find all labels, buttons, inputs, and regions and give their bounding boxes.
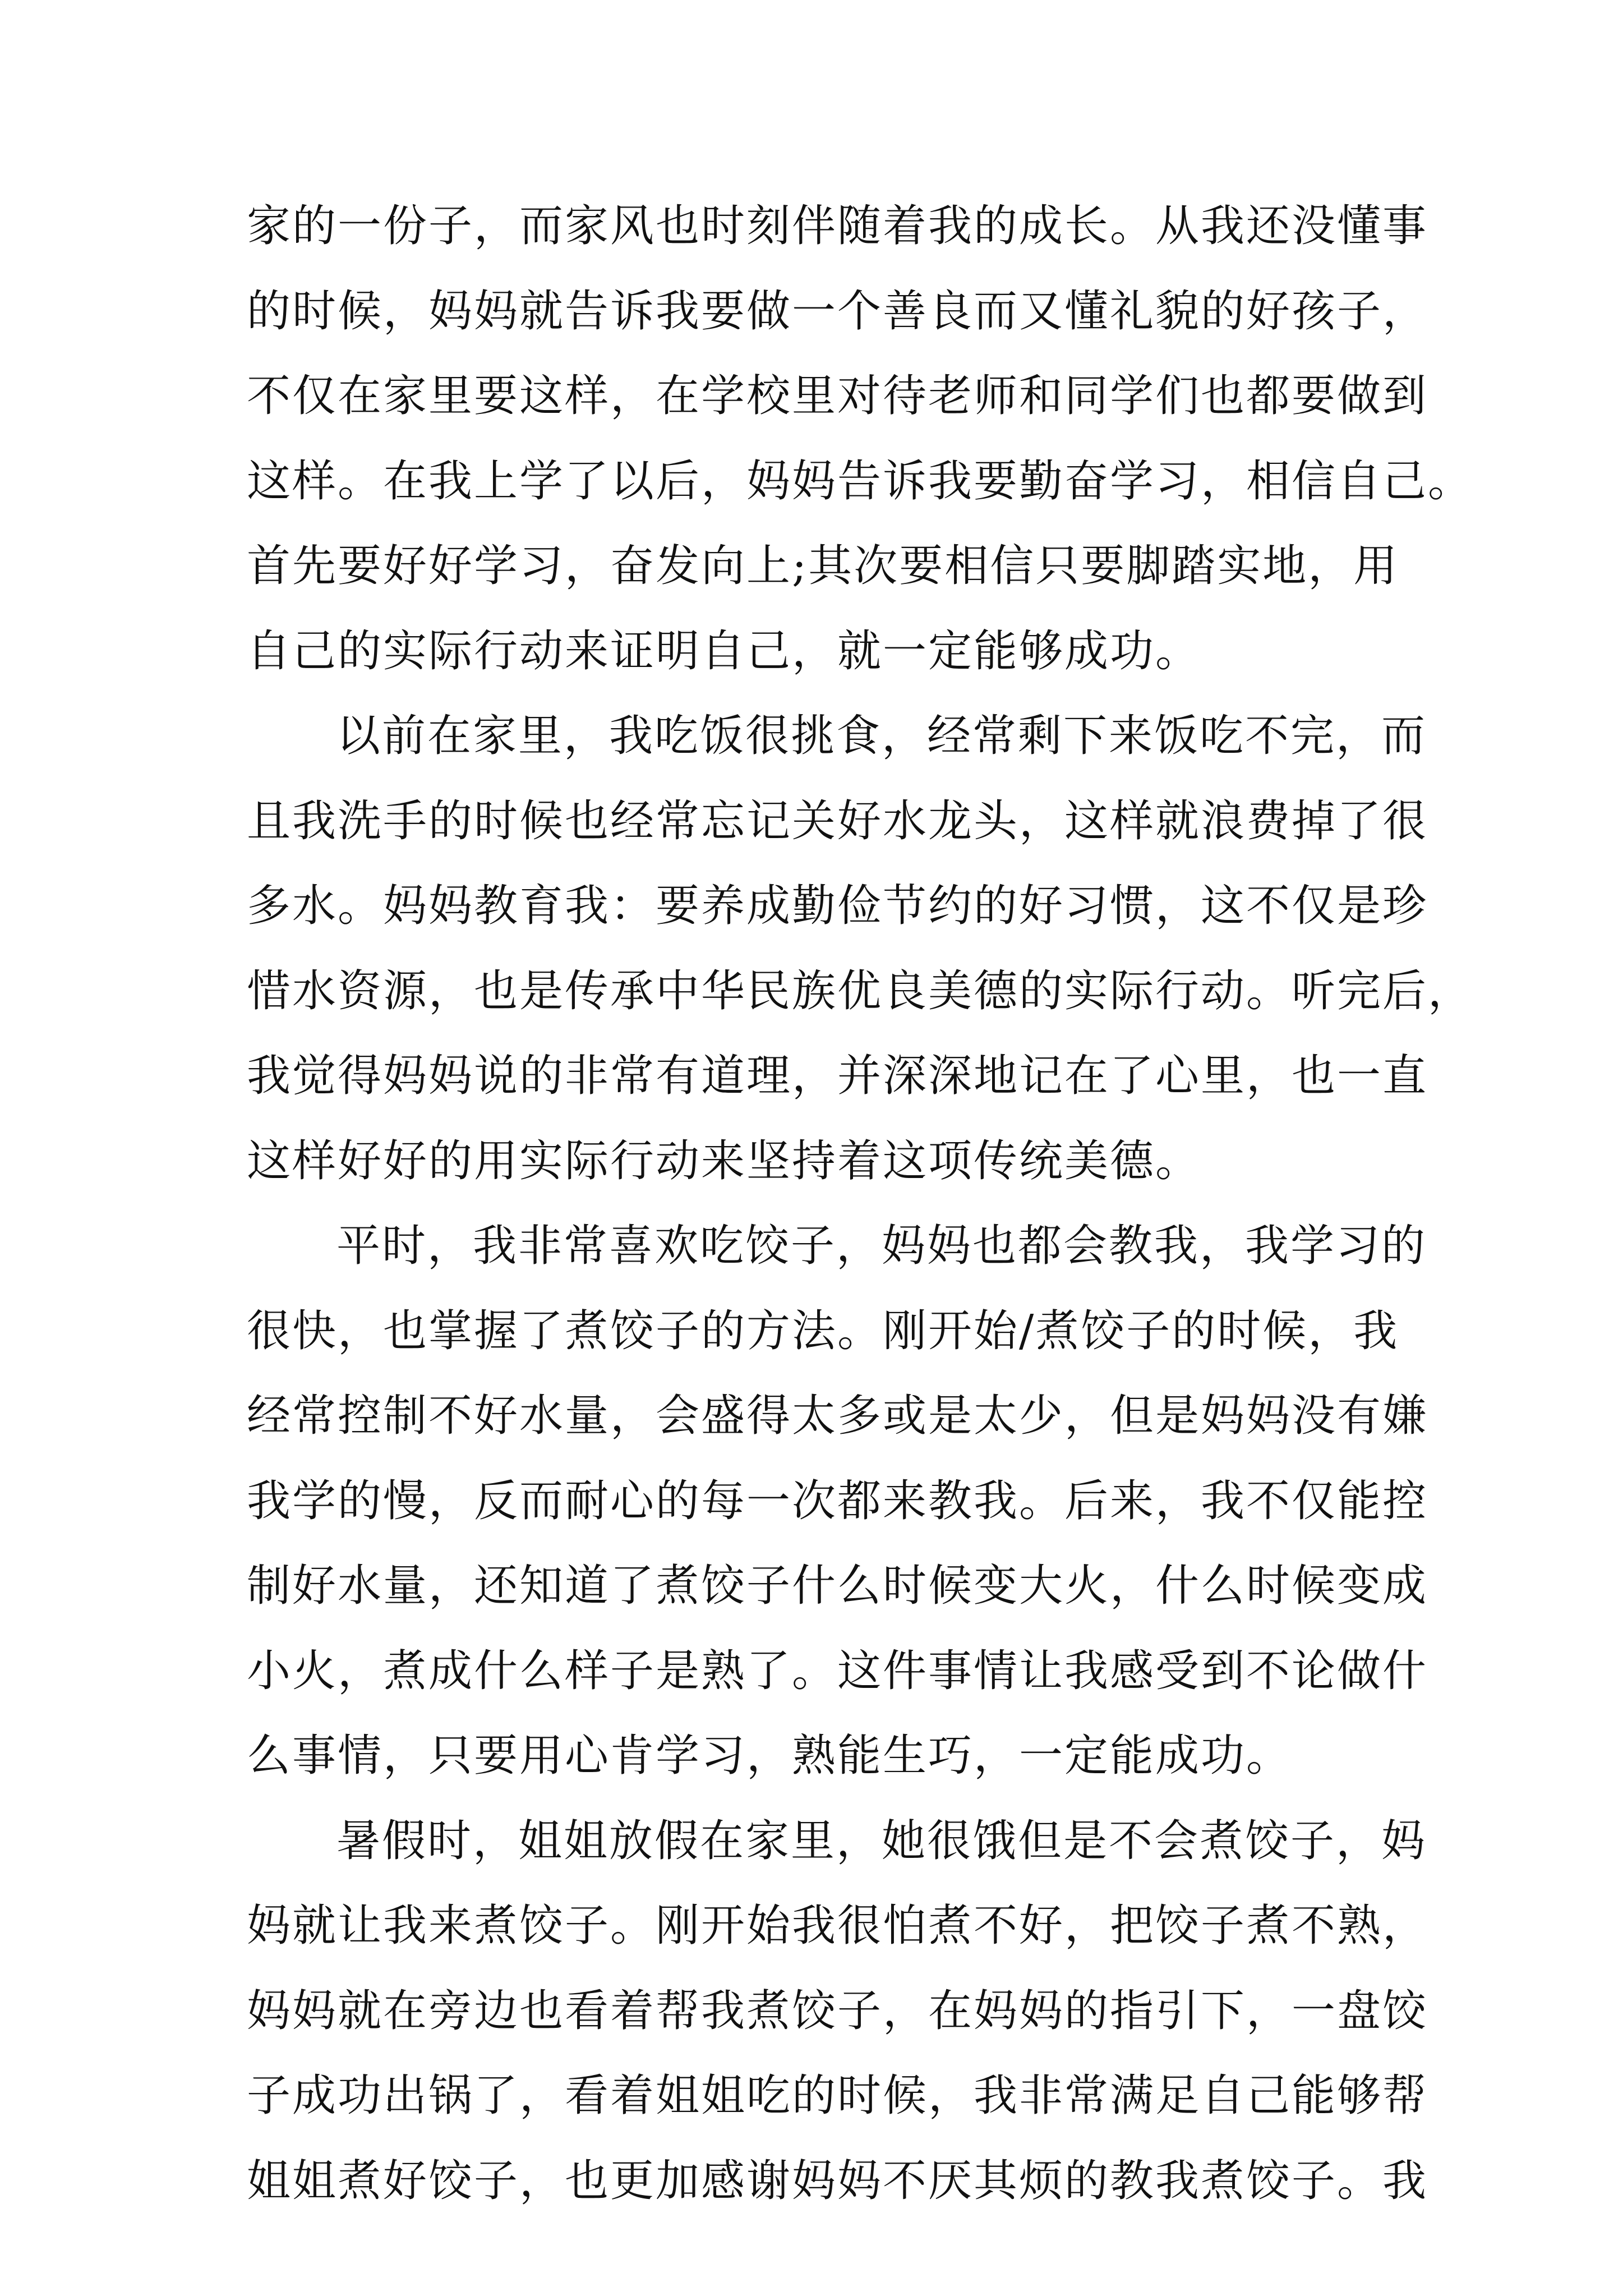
text-line: 多水。妈妈教育我：要养成勤俭节约的好习惯，这不仅是珍: [247, 881, 1428, 931]
text-line: 我觉得妈妈说的非常有道理，并深深地记在了心里，也一直: [247, 1051, 1428, 1101]
text-line: 妈妈就在旁边也看着帮我煮饺子，在妈妈的指引下，一盘饺: [247, 1985, 1428, 2036]
text-line: 我学的慢，反而耐心的每一次都来教我。后来，我不仅能控: [247, 1475, 1428, 1526]
text-line: 妈就让我来煮饺子。刚开始我很怕煮不好，把饺子煮不熟，: [247, 1901, 1428, 1951]
text-line: 且我洗手的时候也经常忘记关好水龙头，这样就浪费掉了很: [247, 795, 1428, 846]
paragraph-first-line: 暑假时，姐姐放假在家里，她很饿但是不会煮饺子，妈: [336, 1815, 1427, 1866]
text-line: 小火，煮成什么样子是熟了。这件事情让我感受到不论做什: [247, 1645, 1428, 1696]
text-line: 这样。在我上学了以后，妈妈告诉我要勤奋学习，相信自己。: [247, 455, 1474, 507]
text-line: 很快，也掌握了煮饺子的方法。刚开始/煮饺子的时候，我: [247, 1305, 1399, 1356]
text-line: 制好水量，还知道了煮饺子什么时候变大火，什么时候变成: [247, 1561, 1428, 1611]
essay-body: [247, 184, 1474, 2224]
paragraph-first-line: 平时，我非常喜欢吃饺子，妈妈也都会教我，我学习的: [336, 1221, 1427, 1271]
text-line: 首先要好好学习，奋发向上;其次要相信只要脚踏实地，用: [247, 541, 1399, 591]
text-line: 家的一份子，而家风也时刻伴随着我的成长。从我还没懂事: [247, 201, 1428, 251]
text-line: 不仅在家里要这样，在学校里对待老师和同学们也都要做到: [247, 371, 1428, 421]
text-line: 么事情，只要用心肯学习，熟能生巧，一定能成功。: [247, 1731, 1292, 1781]
text-line: 自己的实际行动来证明自己，就一定能够成功。: [247, 625, 1201, 677]
text-line: 这样好好的用实际行动来坚持着这项传统美德。: [247, 1135, 1201, 1186]
text-line: 的时候，妈妈就告诉我要做一个善良而又懂礼貌的好孩子，: [247, 286, 1428, 337]
text-line: 惜水资源，也是传承中华民族优良美德的实际行动。听完后，: [247, 965, 1474, 1016]
text-line: 子成功出锅了，看着姐姐吃的时候，我非常满足自己能够帮: [247, 2070, 1428, 2121]
text-line: 姐姐煮好饺子，也更加感谢妈妈不厌其烦的教我煮饺子。我: [247, 2155, 1428, 2206]
paragraph-first-line: 以前在家里，我吃饭很挑食，经常剩下来饭吃不完，而: [336, 711, 1427, 761]
text-line: 经常控制不好水量，会盛得太多或是太少，但是妈妈没有嫌: [247, 1391, 1428, 1441]
